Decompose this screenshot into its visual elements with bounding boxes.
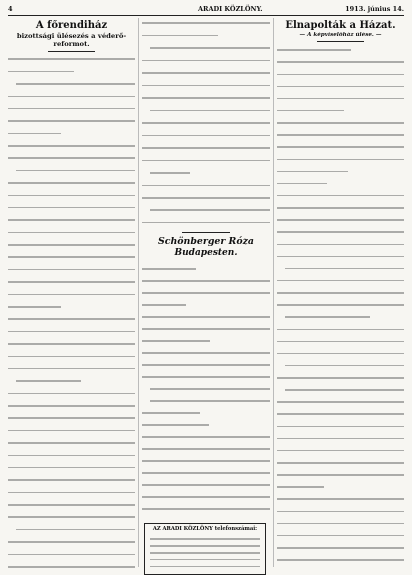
text-line xyxy=(142,222,270,224)
text-line xyxy=(142,328,270,330)
article-subheadline: bizottsági ülésezés a véderő-reformot. xyxy=(16,32,127,48)
text-line xyxy=(8,71,74,73)
text-line xyxy=(8,368,135,370)
text-line xyxy=(16,170,135,172)
text-line xyxy=(142,448,270,450)
article-headline: Elnapolták a Házat. xyxy=(285,20,396,31)
text-line xyxy=(8,232,135,234)
text-line xyxy=(142,352,270,354)
text-line xyxy=(8,256,135,258)
text-line xyxy=(277,292,404,294)
text-line xyxy=(8,516,135,518)
text-line xyxy=(277,377,404,379)
text-line xyxy=(8,133,61,135)
text-line xyxy=(8,120,135,122)
text-line xyxy=(8,554,135,556)
text-line xyxy=(277,413,404,415)
text-line xyxy=(142,508,270,510)
text-line xyxy=(8,207,135,209)
text-line xyxy=(150,559,260,561)
text-line xyxy=(277,61,404,63)
text-line xyxy=(277,231,404,233)
text-line xyxy=(142,97,270,99)
text-line xyxy=(277,438,404,440)
text-line xyxy=(8,269,135,271)
text-line xyxy=(8,467,135,469)
text-line xyxy=(277,159,404,161)
column-3 xyxy=(277,18,404,567)
text-line xyxy=(277,511,404,513)
text-line xyxy=(285,389,404,391)
text-line xyxy=(277,329,404,331)
text-line xyxy=(277,559,404,561)
text-line xyxy=(150,545,260,547)
text-line xyxy=(277,450,404,452)
text-line xyxy=(285,365,404,367)
text-line xyxy=(142,22,270,24)
text-line xyxy=(277,426,404,428)
text-line xyxy=(142,412,200,414)
headline-rule xyxy=(317,41,364,42)
text-line xyxy=(8,58,135,60)
issue-date: 1913. június 14. xyxy=(345,5,404,13)
column-divider xyxy=(138,18,139,567)
text-line xyxy=(8,182,135,184)
text-line xyxy=(277,547,404,549)
text-line xyxy=(277,219,404,221)
text-line xyxy=(142,376,270,378)
text-line xyxy=(142,304,186,306)
text-line xyxy=(142,147,270,149)
text-line xyxy=(8,430,135,432)
text-line xyxy=(150,566,260,568)
text-line xyxy=(142,122,270,124)
text-line xyxy=(142,496,270,498)
text-line xyxy=(142,484,270,486)
text-line xyxy=(16,380,81,382)
column-1 xyxy=(8,18,135,567)
text-line xyxy=(277,98,404,100)
text-line xyxy=(8,393,135,395)
text-line xyxy=(8,195,135,197)
text-line xyxy=(150,110,270,112)
text-line xyxy=(8,157,135,159)
text-line xyxy=(142,60,270,62)
text-line xyxy=(277,341,404,343)
paper-title: ARADI KÖZLÖNY. xyxy=(198,5,263,13)
text-line xyxy=(8,492,135,494)
text-line xyxy=(142,472,270,474)
text-line xyxy=(277,110,344,112)
text-line xyxy=(277,183,327,185)
article-body xyxy=(8,54,135,574)
column-divider xyxy=(273,18,274,567)
text-line xyxy=(285,268,404,270)
text-line xyxy=(8,331,135,333)
text-line xyxy=(277,146,404,148)
page-header xyxy=(8,4,404,16)
text-line xyxy=(142,316,270,318)
text-line xyxy=(142,460,270,462)
text-line xyxy=(8,108,135,110)
article-headline: A főrendiház xyxy=(35,20,108,31)
text-line xyxy=(8,306,61,308)
text-line xyxy=(8,244,135,246)
text-line xyxy=(8,405,135,407)
text-line xyxy=(142,280,270,282)
text-line xyxy=(277,304,404,306)
text-line xyxy=(150,47,270,49)
article-body xyxy=(277,45,404,567)
text-line xyxy=(277,171,348,173)
text-line xyxy=(8,96,135,98)
text-line xyxy=(277,462,404,464)
text-line xyxy=(277,498,404,500)
text-line xyxy=(277,474,404,476)
headline-rule xyxy=(48,51,95,52)
text-line xyxy=(142,85,270,87)
text-line xyxy=(277,280,404,282)
text-line xyxy=(142,197,270,199)
text-line xyxy=(8,541,135,543)
text-line xyxy=(285,316,370,318)
section-rule xyxy=(182,232,230,233)
text-line xyxy=(8,504,135,506)
text-line xyxy=(277,256,404,258)
text-line xyxy=(8,219,135,221)
text-line xyxy=(8,455,135,457)
text-line xyxy=(277,74,404,76)
text-line xyxy=(142,135,270,137)
text-line xyxy=(8,442,135,444)
text-line xyxy=(142,185,270,187)
text-line xyxy=(142,292,270,294)
text-line xyxy=(142,35,218,37)
ad-lines xyxy=(150,536,260,570)
text-line xyxy=(277,401,404,403)
column-2 xyxy=(142,18,270,567)
text-line xyxy=(277,86,404,88)
text-line xyxy=(8,294,135,296)
article-subheadline: — A képviselőház ülése. — xyxy=(299,32,382,38)
text-line xyxy=(150,172,190,174)
text-line xyxy=(8,145,135,147)
text-line xyxy=(277,486,324,488)
text-line xyxy=(150,538,260,540)
text-line xyxy=(142,160,270,162)
text-line xyxy=(277,122,404,124)
text-line xyxy=(16,529,135,531)
header-rule xyxy=(8,15,404,16)
text-line xyxy=(142,436,270,438)
page-number: 4 xyxy=(8,5,13,13)
text-line xyxy=(142,268,196,270)
text-line xyxy=(277,535,404,537)
article-body xyxy=(142,264,270,516)
text-line xyxy=(142,72,270,74)
text-line xyxy=(8,356,135,358)
text-line xyxy=(277,49,351,51)
text-line xyxy=(8,281,135,283)
text-line xyxy=(150,388,270,390)
text-line xyxy=(150,400,270,402)
text-line xyxy=(8,417,135,419)
text-line xyxy=(277,195,404,197)
text-line xyxy=(277,353,404,355)
text-line xyxy=(150,209,270,211)
text-line xyxy=(150,552,260,554)
text-line xyxy=(277,207,404,209)
text-line xyxy=(8,566,135,568)
text-line xyxy=(277,244,404,246)
text-line xyxy=(142,340,210,342)
text-line xyxy=(8,343,135,345)
ad-title: AZ ARADI KÖZLÖNY telefonszámai: xyxy=(152,526,258,532)
text-line xyxy=(142,364,270,366)
text-line xyxy=(277,134,404,136)
text-line xyxy=(277,523,404,525)
article-body xyxy=(142,18,270,230)
text-line xyxy=(142,424,209,426)
article-headline: Schönberger Róza xyxy=(158,236,254,247)
text-line xyxy=(8,479,135,481)
text-line xyxy=(8,318,135,320)
article-subheadline: Budapesten. xyxy=(174,248,238,258)
text-line xyxy=(16,83,135,85)
telephone-ad-box xyxy=(144,523,266,575)
